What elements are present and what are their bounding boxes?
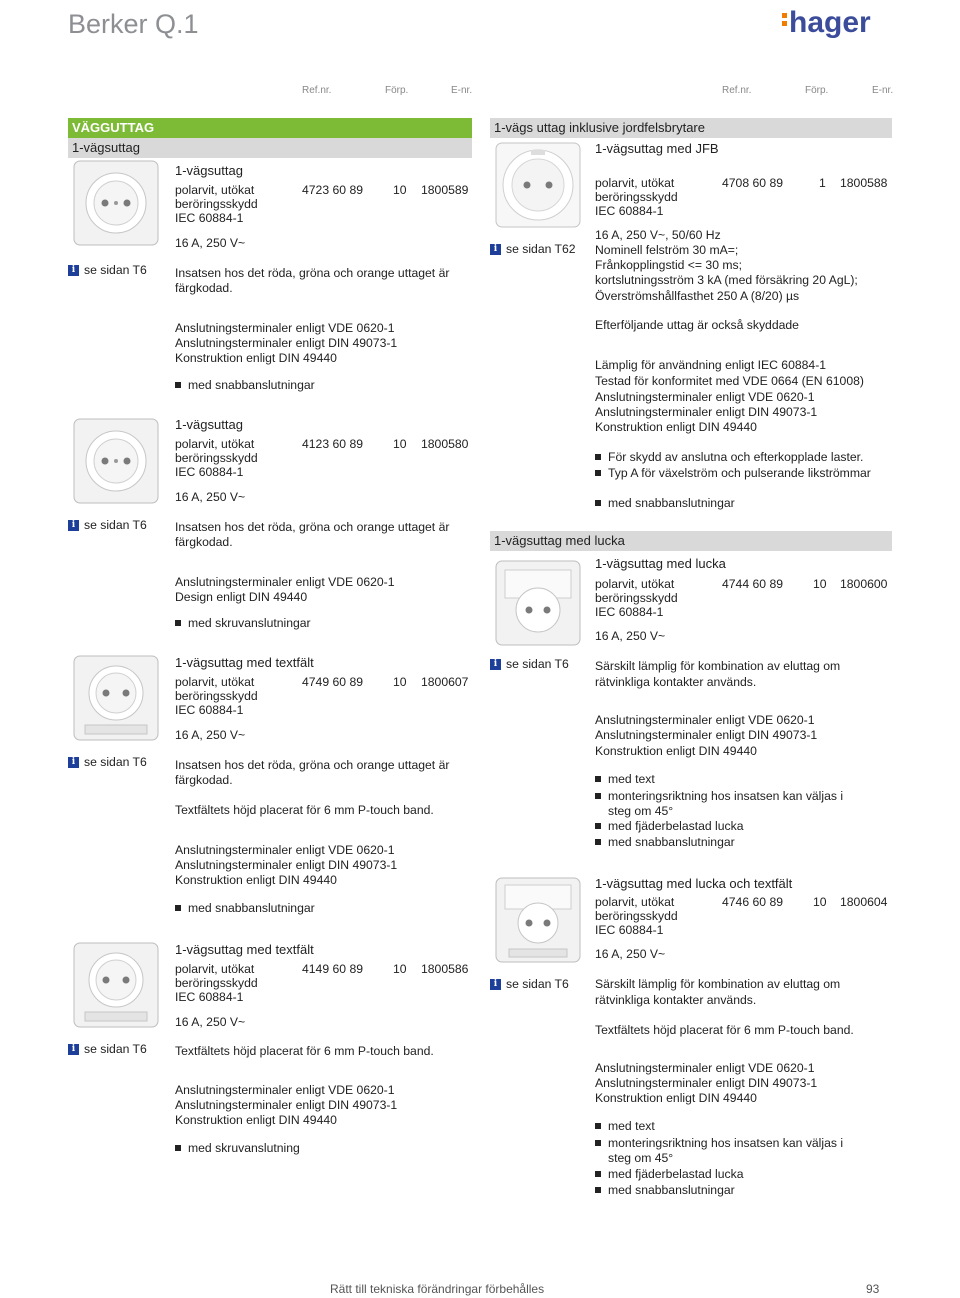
socket-image-1 (73, 160, 159, 246)
ref-number: 4708 60 89 (722, 176, 783, 190)
standard: Anslutningsterminaler enligt DIN 49073-1 (175, 1098, 398, 1112)
bullet-text: med text (608, 772, 655, 786)
bullet-icon (595, 1171, 601, 1177)
page-number: 93 (866, 1282, 880, 1296)
bullet-icon (175, 905, 181, 911)
bullet (175, 616, 311, 631)
standard: Anslutningsterminaler enligt VDE 0620-1 (595, 1061, 815, 1075)
standard: Anslutningsterminaler enligt DIN 49073-1 (175, 858, 398, 872)
spec-line: polarvit, utökat (175, 962, 255, 976)
standard: Anslutningsterminaler enligt DIN 49073-1 (595, 1076, 818, 1090)
bullet-text: med text (608, 1119, 655, 1133)
spec-line: beröringsskydd (175, 689, 258, 703)
socket-image-2 (73, 418, 159, 504)
bullet-text: Typ A för växelström och pulserande likströmmar (608, 466, 871, 480)
page-title: Berker Q.1 (68, 9, 199, 39)
info-text: se sidan T6 (84, 518, 147, 532)
note: färgkodad. (175, 773, 233, 787)
note: Särskilt lämplig för kombination av eluttag om (595, 977, 841, 991)
bullet-icon (595, 793, 601, 799)
info-icon: i (490, 244, 501, 255)
spec-line: IEC 60884-1 (175, 465, 244, 479)
spec-line: IEC 60884-1 (175, 211, 244, 225)
spec-line: polarvit, utökat (175, 675, 255, 689)
bullet (595, 1183, 735, 1198)
footer-note: Rätt till tekniska förändringar förbehålles (330, 1282, 545, 1296)
e-number: 1800589 (421, 183, 469, 197)
rating: 16 A, 250 V~ (175, 728, 246, 742)
info-text: se sidan T6 (84, 263, 147, 277)
bullet-text: med snabbanslutningar (608, 1183, 735, 1197)
bullet-icon (595, 1123, 601, 1129)
product-name: 1-vägsuttag med textfält (175, 942, 314, 957)
note: rätvinkliga kontakter används. (595, 993, 757, 1007)
info-icon: i (490, 659, 501, 670)
bullet-icon (595, 1140, 601, 1146)
spec-line: beröringsskydd (175, 976, 258, 990)
info-icon: i (68, 520, 79, 531)
standard: Lämplig för användning enligt IEC 60884-1 (595, 358, 827, 372)
info-icon: i (68, 757, 79, 768)
note: Insatsen hos det röda, gröna och orange uttaget är (175, 520, 450, 534)
bullet-text: monteringsriktning hos insatsen kan väljas i (608, 789, 844, 803)
ref-number: 4723 60 89 (302, 183, 363, 197)
note: Insatsen hos det röda, gröna och orange uttaget är (175, 758, 450, 772)
section-header-jfb (490, 118, 892, 138)
info-text: se sidan T6 (506, 977, 569, 991)
bullet (595, 772, 655, 787)
standard: Anslutningsterminaler enligt DIN 49073-1 (595, 728, 818, 742)
spec-line: beröringsskydd (595, 909, 678, 923)
spec-line: IEC 60884-1 (175, 990, 244, 1004)
info-link-p4[interactable] (68, 1042, 147, 1056)
info-text: se sidan T6 (84, 755, 147, 769)
bullet (595, 1167, 744, 1182)
spec-line: polarvit, utökat (595, 176, 675, 190)
col-forp-left: Förp. (385, 85, 409, 96)
bullet (595, 835, 735, 850)
section-title: 1-vägsuttag med lucka (494, 533, 625, 548)
col-enr-left: E-nr. (451, 85, 473, 96)
product-name: 1-vägsuttag (175, 163, 243, 178)
standard: Anslutningsterminaler enligt DIN 49073-1 (175, 336, 398, 350)
bullet-text: med snabbanslutningar (188, 378, 315, 392)
ref-number: 4749 60 89 (302, 675, 363, 689)
spec-line: polarvit, utökat (175, 183, 255, 197)
bullet-icon (595, 776, 601, 782)
info-text: se sidan T62 (506, 242, 576, 256)
standard: Konstruktion enligt DIN 49440 (175, 351, 337, 365)
standard: Anslutningsterminaler enligt VDE 0620-1 (595, 390, 815, 404)
spec-line: polarvit, utökat (175, 437, 255, 451)
note: Textfältets höjd placerat för 6 mm P-touch band. (175, 803, 434, 817)
bullet-icon (175, 382, 181, 388)
bullet-text: monteringsriktning hos insatsen kan väljas i (608, 1136, 844, 1150)
spec-detail: Frånkopplingstid <= 30 ms; (595, 258, 743, 272)
col-enr-right: E-nr. (872, 85, 894, 96)
standard: Konstruktion enligt DIN 49440 (595, 744, 757, 758)
hager-logo-mark (782, 4, 878, 44)
product-name: 1-vägsuttag med JFB (595, 141, 719, 156)
bullet-text: För skydd av anslutna och efterkopplade laster. (608, 450, 864, 464)
spec-line: IEC 60884-1 (175, 703, 244, 717)
standard: Anslutningsterminaler enligt DIN 49073-1 (595, 405, 818, 419)
bullet-text: med fjäderbelastad lucka (608, 819, 744, 833)
info-icon: i (68, 1044, 79, 1055)
bullet-icon (595, 454, 601, 460)
standard: Anslutningsterminaler enligt VDE 0620-1 (175, 321, 395, 335)
product-name: 1-vägsuttag med lucka (595, 556, 726, 571)
info-text: se sidan T6 (84, 1042, 147, 1056)
bullet (175, 1141, 300, 1156)
bullet-icon (175, 1145, 181, 1151)
bullet-text: med snabbanslutningar (188, 901, 315, 915)
standard: Anslutningsterminaler enligt VDE 0620-1 (595, 713, 815, 727)
rating: 16 A, 250 V~, 50/60 Hz (595, 228, 721, 242)
spec-line: IEC 60884-1 (595, 605, 664, 619)
rating: 16 A, 250 V~ (595, 947, 666, 961)
pack-qty: 10 (393, 675, 407, 689)
col-forp-right: Förp. (805, 85, 829, 96)
bullet (595, 819, 744, 834)
standard: Anslutningsterminaler enligt VDE 0620-1 (175, 575, 395, 589)
note: rätvinkliga kontakter används. (595, 675, 757, 689)
section-subheader (68, 138, 472, 158)
bullet-icon (595, 1187, 601, 1193)
spec-line: beröringsskydd (175, 197, 258, 211)
bullet-icon (595, 500, 601, 506)
info-link-lucka-textfalt[interactable] (490, 977, 569, 991)
info-link-lucka[interactable] (490, 657, 569, 671)
standard: Konstruktion enligt DIN 49440 (595, 1091, 757, 1105)
bullet-text: med skruvanslutning (188, 1141, 300, 1155)
standard: Testad för konformitet med VDE 0664 (EN 61008) (595, 374, 864, 388)
socket-image-lucka (495, 560, 581, 646)
bullet (175, 901, 315, 916)
bullet (595, 450, 863, 465)
pack-qty: 10 (813, 577, 827, 591)
section-subtitle: 1-vägsuttag (72, 140, 140, 155)
note: Insatsen hos det röda, gröna och orange uttaget är (175, 266, 450, 280)
info-link-p2[interactable] (68, 518, 147, 532)
bullet-continued: steg om 45° (608, 1151, 674, 1165)
ref-number: 4746 60 89 (722, 895, 783, 909)
standard: Anslutningsterminaler enligt VDE 0620-1 (175, 843, 395, 857)
product-name: 1-vägsuttag med textfält (175, 655, 314, 670)
bullet (595, 789, 843, 804)
info-link-p1[interactable] (68, 263, 147, 277)
bullet-icon (595, 823, 601, 829)
info-text: se sidan T6 (506, 657, 569, 671)
e-number: 1800607 (421, 675, 469, 689)
section-header-lucka (490, 531, 892, 551)
standard: Konstruktion enligt DIN 49440 (175, 1113, 337, 1127)
note: färgkodad. (175, 535, 233, 549)
rating: 16 A, 250 V~ (175, 1015, 246, 1029)
spec-line: polarvit, utökat (595, 577, 675, 591)
bullet (595, 1136, 843, 1151)
pack-qty: 10 (813, 895, 827, 909)
spec-line: beröringsskydd (175, 451, 258, 465)
socket-image-3 (73, 655, 159, 741)
standard: Konstruktion enligt DIN 49440 (175, 873, 337, 887)
spec-detail: Nominell felström 30 mA=; (595, 243, 739, 257)
product-name: 1-vägsuttag (175, 417, 243, 432)
e-number: 1800604 (840, 895, 888, 909)
col-ref-right: Ref.nr. (722, 85, 752, 96)
standard: Konstruktion enligt DIN 49440 (595, 420, 757, 434)
hager-logo (782, 4, 878, 49)
svg-text:hager: hager (789, 6, 871, 39)
info-icon: i (68, 265, 79, 276)
e-number: 1800600 (840, 577, 888, 591)
bullet-icon (595, 470, 601, 476)
note: Textfältets höjd placerat för 6 mm P-touch band. (175, 1044, 434, 1058)
rating: 16 A, 250 V~ (595, 629, 666, 643)
section-header-vagguttag (68, 118, 472, 138)
note: Textfältets höjd placerat för 6 mm P-touch band. (595, 1023, 854, 1037)
socket-image-lucka-textfalt (495, 877, 581, 963)
bullet-icon (175, 620, 181, 626)
note: Särskilt lämplig för kombination av eluttag om (595, 659, 841, 673)
section-title: VÄGGUTTAG (72, 120, 155, 135)
spec-line: beröringsskydd (595, 591, 678, 605)
info-link-jfb[interactable] (490, 242, 576, 256)
standard: Design enligt DIN 49440 (175, 590, 308, 604)
note: Efterföljande uttag är också skyddade (595, 318, 799, 332)
bullet-continued: steg om 45° (608, 804, 674, 818)
standard: Anslutningsterminaler enligt VDE 0620-1 (175, 1083, 395, 1097)
e-number: 1800586 (421, 962, 469, 976)
product-name: 1-vägsuttag med lucka och textfält (595, 876, 793, 891)
info-link-p3[interactable] (68, 755, 147, 769)
e-number: 1800588 (840, 176, 888, 190)
bullet (595, 1119, 655, 1134)
ref-number: 4149 60 89 (302, 962, 363, 976)
bullet-text: med fjäderbelastad lucka (608, 1167, 744, 1181)
pack-qty: 1 (819, 176, 826, 190)
section-title: 1-vägs uttag inklusive jordfelsbrytare (494, 120, 705, 135)
bullet (595, 466, 871, 481)
pack-qty: 10 (393, 962, 407, 976)
spec-detail: Överströmshållfasthet 250 A (8/20) µs (595, 289, 800, 303)
col-ref-left: Ref.nr. (302, 85, 332, 96)
bullet (595, 496, 735, 511)
spec-detail: kortslutningsström 3 kA (med försäkring 20 AgL); (595, 273, 858, 287)
ref-number: 4744 60 89 (722, 577, 783, 591)
bullet-text: med snabbanslutningar (608, 835, 735, 849)
spec-line: polarvit, utökat (595, 895, 675, 909)
info-icon: i (490, 979, 501, 990)
spec-line: IEC 60884-1 (595, 204, 664, 218)
rating: 16 A, 250 V~ (175, 236, 246, 250)
socket-image-jfb (495, 142, 581, 228)
bullet-text: med skruvanslutningar (188, 616, 311, 630)
spec-line: beröringsskydd (595, 190, 678, 204)
rating: 16 A, 250 V~ (175, 490, 246, 504)
socket-image-4 (73, 942, 159, 1028)
spec-line: IEC 60884-1 (595, 923, 664, 937)
e-number: 1800580 (421, 437, 469, 451)
ref-number: 4123 60 89 (302, 437, 363, 451)
note: färgkodad. (175, 281, 233, 295)
bullet-icon (595, 839, 601, 845)
bullet-text: med snabbanslutningar (608, 496, 735, 510)
pack-qty: 10 (393, 437, 407, 451)
bullet (175, 378, 315, 393)
pack-qty: 10 (393, 183, 407, 197)
